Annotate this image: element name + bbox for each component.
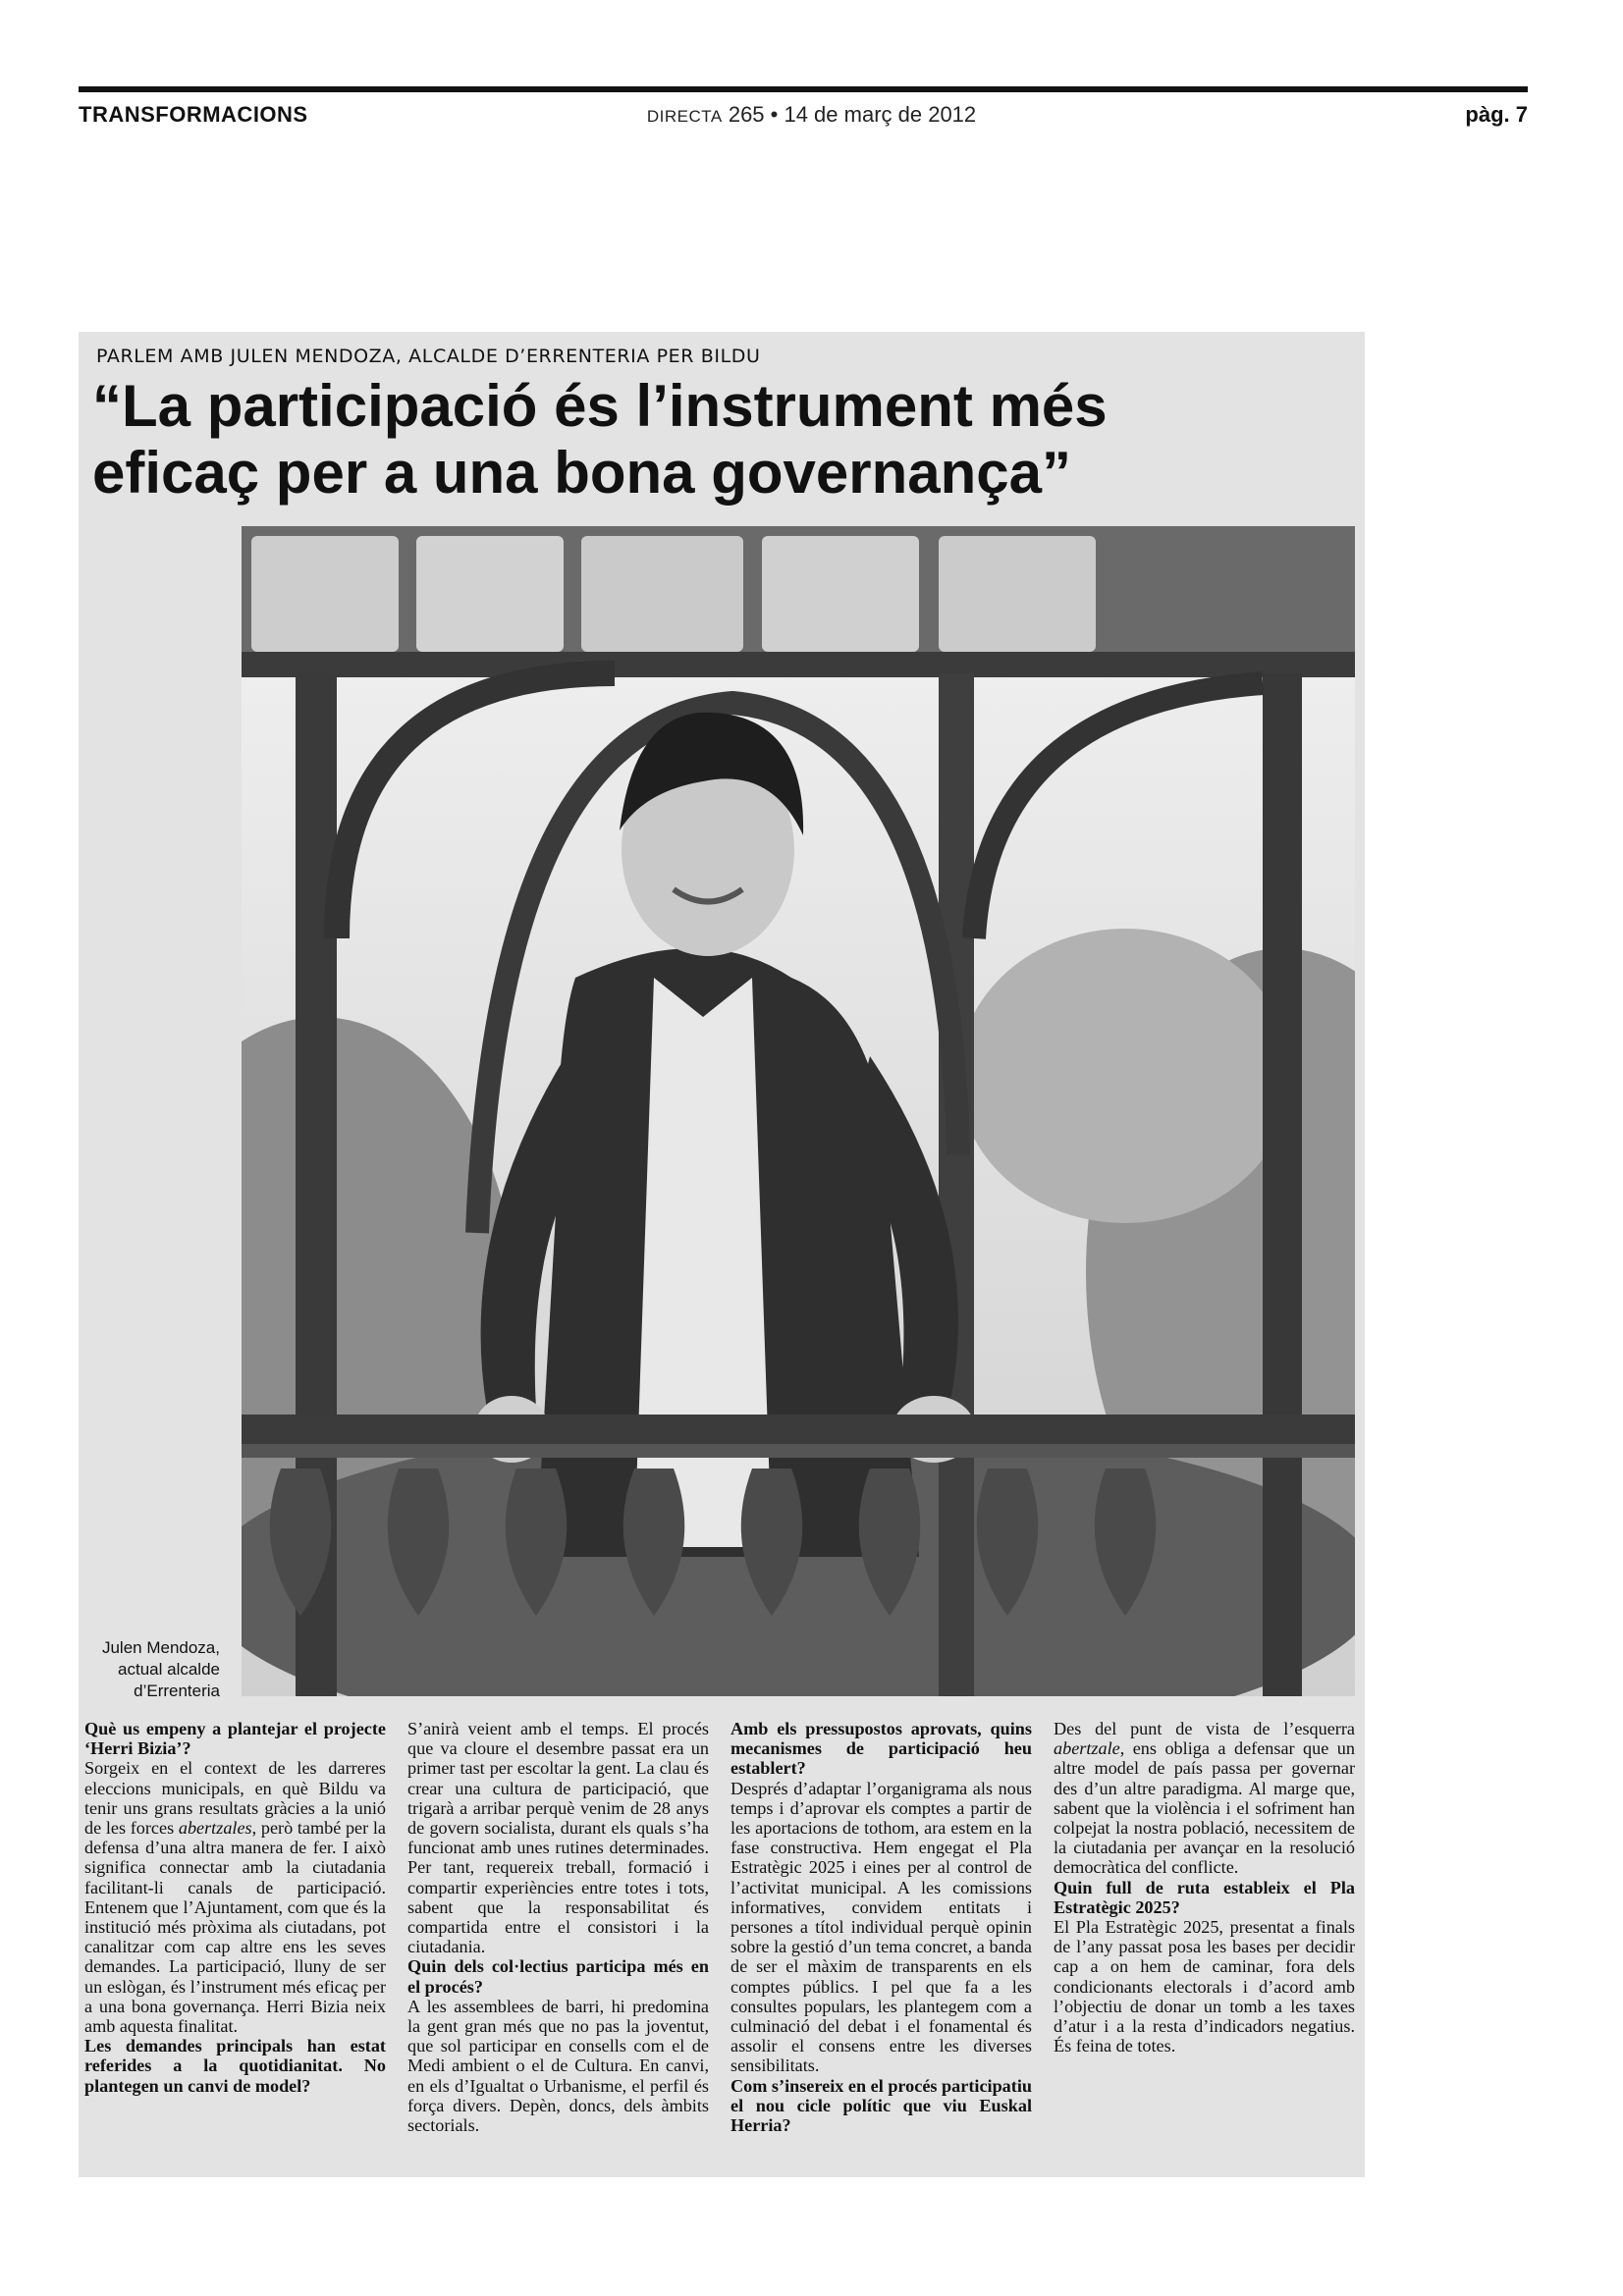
answer-5-text-b: , ens obliga a defensar que un altre model de país passa per governar des d’un altre paradigma. Al marge que, sabent que la violència i el sofriment han colpejat la nostra població, necessitem de la ciutadania per avançar en la resolució democràtica del conflicte. — [1054, 1738, 1355, 1878]
body-column-4 — [1054, 1719, 1355, 2161]
answer-1-text-b: , però també per la defensa d’una altra manera de fer. I això significa connectar amb la ciutadania facilitant-li canals de participació. Entenem que l’Ajuntament, com que és la institució més pròxima als ciutadans, pot canalitzar com cap altre ens les seves demandes. La participació, lluny de ser un eslògan, és l’instrument més eficaç per a una bona governança. Herri Bizia neix amb aquesta finalitat. — [84, 1818, 386, 2037]
article-kicker: PARLEM AMB JULEN MENDOZA, ALCALDE D’ERRENTERIA PER BILDU — [96, 346, 761, 367]
article-body — [84, 1719, 1357, 2161]
headline-line-1: “La participació és l’instrument més — [92, 373, 1108, 439]
body-column-2 — [407, 1719, 709, 2161]
answer-6: El Pla Estratègic 2025, presentat a finals de l’any passat posa les bases per decidir cap a on hem de caminar, fora dels condicionants electorals i d’acord amb l’objectiu de donar un tomb a les taxes d’atur i a la resta d’indicadors negatius. És feina de totes. — [1054, 1917, 1355, 2056]
body-column-3 — [730, 1719, 1032, 2161]
headline-line-2: eficaç per a una bona governança” — [92, 440, 1072, 506]
publication-name: DIRECTA — [646, 107, 723, 126]
answer-3: A les assemblees de barri, hi predomina la gent gran més que no pas la joventut, que sol participar en consells com el de Medi ambient o el de Cultura. En canvi, en els d’Igualtat o Urbanisme, el perfil és força divers. Depèn, doncs, dels àmbits sectorials. — [407, 1996, 709, 2136]
question-6: Quin full de ruta estableix el Pla Estratègic 2025? — [1054, 1877, 1355, 1917]
answer-5-emphasis: abertzale — [1054, 1738, 1120, 1759]
answer-1-emphasis: abertzales — [178, 1818, 252, 1839]
article-headline — [92, 373, 1359, 507]
question-1: Què us empeny a plantejar el projecte ‘Herri Bizia’? — [84, 1719, 386, 1759]
body-column-1 — [84, 1719, 386, 2161]
answer-5-text-a: Des del punt de vista de l’esquerra — [1054, 1719, 1355, 1738]
question-5: Com s’insereix en el procés participatiu el nou cicle polític que viu Euskal Herria? — [730, 2075, 1032, 2136]
interview-photo — [242, 526, 1355, 1696]
caption-line-3: d’Errenteria — [134, 1682, 220, 1700]
answer-1 — [84, 1758, 386, 2036]
question-3: Quin dels col·lectius participa més en el procés? — [407, 1956, 709, 1997]
answer-4: Després d’adaptar l’organigrama als nous temps i d’aprovar els comptes a partir de les aportacions de tothom, ara estem en la fase constructiva. Hem engegat el Pla Estratègic 2025 i eines per al control de l’activitat municipal. A les comissions informatives, convidem entitats i persones a títol individual perquè opinin sobre la gestió d’un tema concret, a banda de ser el màxim de transparents en els comptes públics. I pel que fa a les consultes populars, les plantegem com a culminació del debat i el fonamental és assolir el consens entre les diverses sensibilitats. — [730, 1778, 1032, 2076]
caption-line-2: actual alcalde — [118, 1660, 220, 1679]
issue-info — [0, 102, 1623, 128]
question-2: Les demandes principals han estat referides a la quotidianitat. No plantegen un canvi de model? — [84, 2036, 386, 2096]
section-name: TRANSFORMACIONS — [79, 102, 308, 127]
page-number: pàg. 7 — [1465, 102, 1528, 127]
answer-1-text-a: Sorgeix en el context de les darreres eleccions municipals, en què Bildu va tenir uns grans resultats gràcies a la unió de les forces — [84, 1758, 386, 1839]
answer-2: S’anirà veient amb el temps. El procés que va cloure el desembre passat era un primer tast per escoltar la gent. La clau és crear una cultura de participació, que trigarà a arribar perquè venim de 28 anys de govern socialista, durant els quals s’ha funcionat amb unes rutines determinades. Per tant, requereix treball, formació i compartir experiències entre totes i tots, sabent que la responsabilitat és compartida entre el consistori i la ciutadania. — [407, 1719, 709, 1957]
caption-line-1: Julen Mendoza, — [101, 1638, 220, 1657]
issue-date: 265 • 14 de març de 2012 — [728, 102, 977, 127]
answer-5 — [1054, 1719, 1355, 1878]
article-panel — [79, 332, 1365, 2177]
photo-illustration — [242, 526, 1355, 1696]
photo-caption — [79, 1637, 220, 1702]
header-rule — [79, 86, 1528, 92]
question-4: Amb els pressupostos aprovats, quins mecanismes de participació heu establert? — [730, 1719, 1032, 1779]
